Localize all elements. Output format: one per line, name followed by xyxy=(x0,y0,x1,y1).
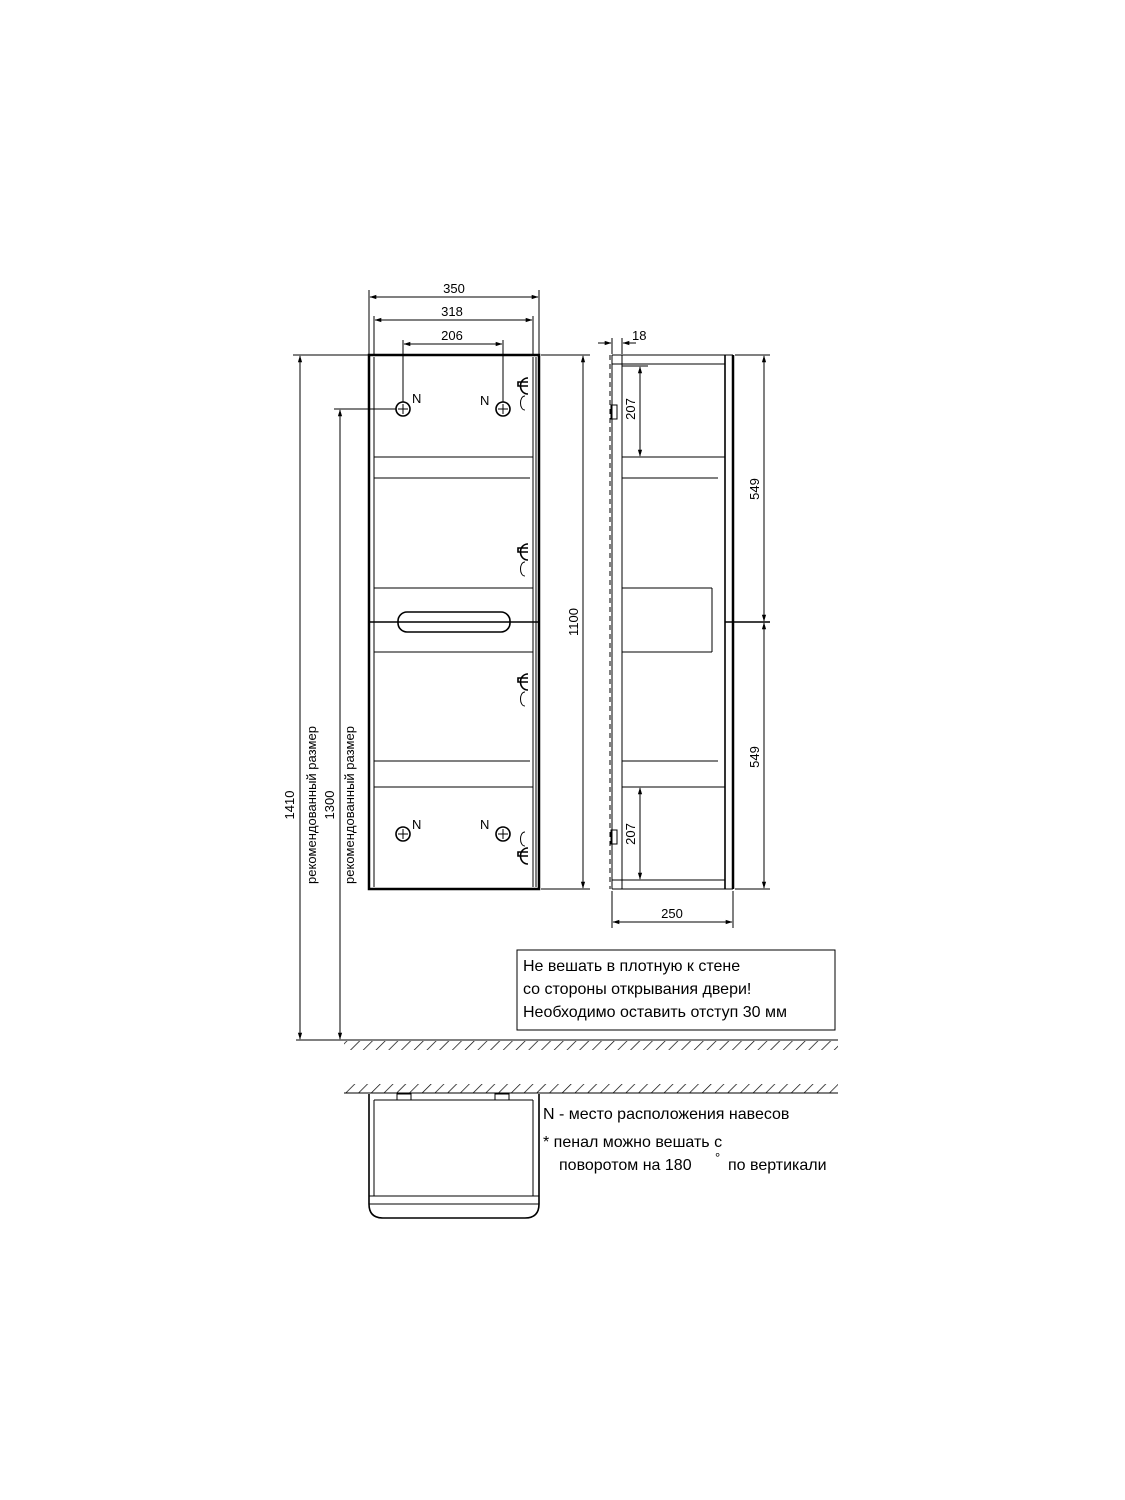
hanger-point-icon xyxy=(396,402,410,416)
hinge-marker: N xyxy=(480,393,490,408)
hanger-point-icon xyxy=(496,402,510,416)
warning-line-3: Необходимо оставить отступ 30 мм xyxy=(523,1004,788,1021)
warning-box xyxy=(517,950,835,1030)
width-dimensions xyxy=(369,281,539,402)
hinge-marker: N xyxy=(412,391,422,406)
dim-width-total: 350 xyxy=(443,281,465,296)
floor-hatch xyxy=(296,1040,838,1050)
ceiling-hatch xyxy=(344,1084,838,1093)
hanger-point-icon xyxy=(396,827,410,841)
door-hinge-icon xyxy=(518,674,528,706)
dim-depth: 250 xyxy=(661,906,683,921)
door-hinge-icon xyxy=(518,378,528,410)
legend xyxy=(543,1106,827,1174)
dim-hinge-from-floor: 1300 xyxy=(322,790,337,820)
dim-hinge-spacing: 206 xyxy=(441,328,463,343)
side-view xyxy=(610,355,770,889)
legend-hinge-note: N - место расположения навесов xyxy=(543,1106,790,1123)
height-dimension xyxy=(541,355,590,889)
dim-width-inner: 318 xyxy=(441,304,463,319)
dim-height-total: 1100 xyxy=(566,608,581,636)
floor-dimensions xyxy=(282,355,396,1039)
warning-line-2: со стороны открывания двери! xyxy=(523,981,752,998)
legend-rotate-degree: ° xyxy=(715,1150,721,1165)
door-hinge-icon xyxy=(518,832,528,864)
hinge-marker: N xyxy=(412,817,422,832)
dim-side-thickness: 18 xyxy=(632,328,647,343)
door-hinge-icon xyxy=(518,544,528,576)
legend-rotate-note-3: по вертикали xyxy=(728,1157,827,1174)
recommended-label: рекомендованный размер xyxy=(304,726,319,884)
legend-rotate-note-1: * пенал можно вешать с xyxy=(543,1134,723,1151)
recommended-label: рекомендованный размер xyxy=(342,726,357,884)
dim-section-lower: 549 xyxy=(747,746,762,768)
warning-line-1: Не вешать в плотную к стене xyxy=(523,958,741,975)
dim-height-from-floor: 1410 xyxy=(282,790,297,820)
dim-section-upper: 549 xyxy=(747,478,762,500)
dim-hinge-offset-bottom: 207 xyxy=(623,823,638,845)
top-view-body xyxy=(369,1094,539,1218)
dim-hinge-offset-top: 207 xyxy=(623,398,638,420)
side-dimensions xyxy=(598,328,770,928)
hinge-marker: N xyxy=(480,817,490,832)
front-view xyxy=(369,355,539,889)
legend-rotate-note-2: поворотом на 180 xyxy=(559,1157,692,1174)
top-view xyxy=(344,1084,838,1218)
hanger-point-icon xyxy=(496,827,510,841)
